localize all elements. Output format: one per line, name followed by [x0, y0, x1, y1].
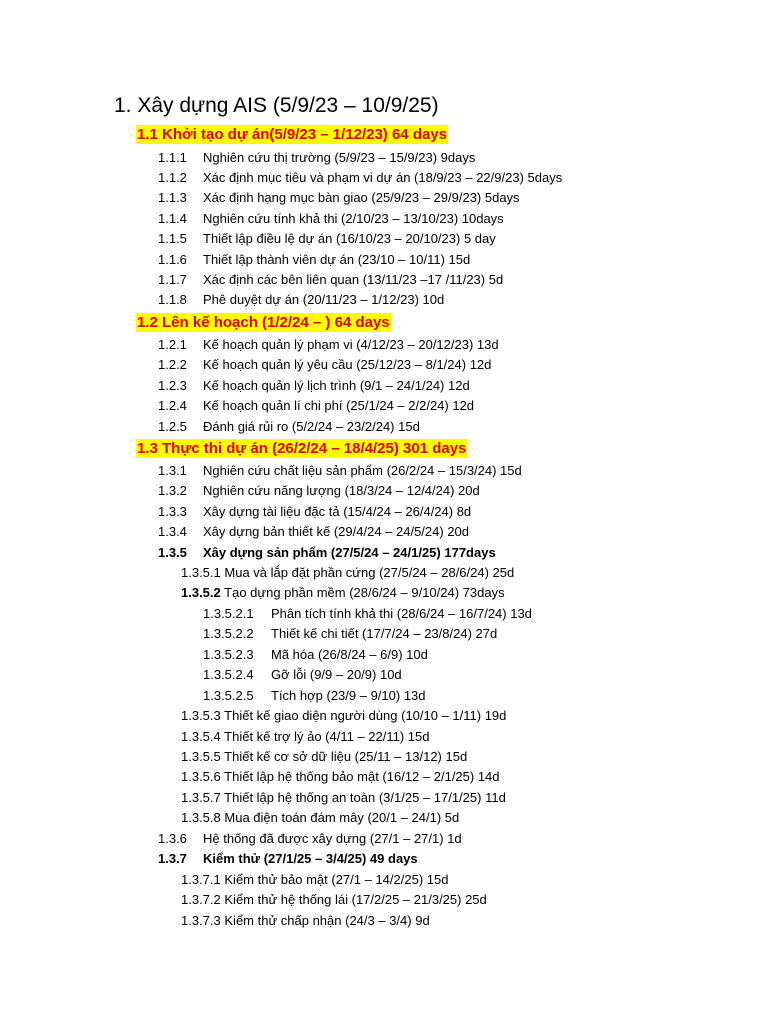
- list-item: [203, 687, 426, 704]
- item-number: 1.3.5.7: [181, 790, 221, 805]
- list-item: [181, 564, 514, 581]
- item-text: Kế hoạch quản lý yêu cầu (25/12/23 – 8/1/24) 12d: [203, 357, 492, 372]
- list-item: [158, 271, 503, 288]
- item-number: 1.3.5.2.3: [203, 647, 254, 662]
- item-text: Nghiên cứu chất liệu sản phẩm (26/2/24 – 15/3/24) 15d: [203, 463, 522, 478]
- list-item: [158, 189, 520, 206]
- item-number: 1.1.1: [158, 150, 187, 165]
- list-item: [158, 462, 522, 479]
- list-item: [181, 748, 467, 765]
- section-heading-1-1: 1.1 Khởi tạo dự án(5/9/23 – 1/12/23) 64 days: [137, 126, 448, 143]
- item-text: Kiểm thử bảo mật (27/1 – 14/2/25) 15d: [224, 872, 449, 887]
- item-number: 1.3.3: [158, 504, 187, 519]
- list-item: [181, 707, 506, 724]
- list-item: [158, 149, 475, 166]
- list-item: [158, 523, 469, 540]
- item-text: Kế hoạch quản lí chi phí (25/1/24 – 2/2/24) 12d: [203, 398, 475, 413]
- item-text: Kế hoạch quản lý phạm vi (4/12/23 – 20/12/23) 13d: [203, 337, 499, 352]
- item-number: 1.1.6: [158, 252, 187, 267]
- item-text: Nghiên cứu thị trường (5/9/23 – 15/9/23) 9days: [203, 150, 476, 165]
- list-item: [158, 336, 499, 353]
- list-item: [181, 789, 506, 806]
- item-number: 1.3.5.4: [181, 729, 221, 744]
- item-number: 1.2.5: [158, 419, 187, 434]
- item-text: Mua và lắp đặt phần cứng (27/5/24 – 28/6/24) 25d: [224, 565, 515, 580]
- list-item: [158, 830, 462, 847]
- item-number: 1.3.1: [158, 463, 187, 478]
- list-item: [181, 891, 487, 908]
- list-item: [158, 356, 491, 373]
- item-number: 1.2.4: [158, 398, 187, 413]
- item-number: 1.3.7: [158, 851, 187, 866]
- list-item: [181, 728, 429, 745]
- item-text: Xây dựng bản thiết kế (29/4/24 – 24/5/24) 20d: [203, 524, 470, 539]
- list-item: [158, 210, 504, 227]
- item-text: Kiểm thử (27/1/25 – 3/4/25) 49 days: [203, 851, 418, 866]
- list-item: [158, 503, 471, 520]
- item-text: Nghiên cứu năng lượng (18/3/24 – 12/4/24) 20d: [203, 483, 480, 498]
- list-item: [203, 666, 402, 683]
- item-number: 1.3.4: [158, 524, 187, 539]
- item-text: Kiểm thử hệ thống lái (17/2/25 – 21/3/25) 25d: [224, 892, 487, 907]
- item-number: 1.1.2: [158, 170, 187, 185]
- item-text: Thiết lập hệ thống an toàn (3/1/25 – 17/1/25) 11d: [224, 790, 506, 805]
- item-text: Xác định mục tiêu và phạm vi dự án (18/9/23 – 22/9/23) 5days: [203, 170, 563, 185]
- item-number: 1.3.5.2.2: [203, 626, 254, 641]
- list-item: [158, 544, 496, 561]
- item-text: Đánh giá rủi ro (5/2/24 – 23/2/24) 15d: [203, 419, 420, 434]
- list-item: [158, 482, 480, 499]
- item-text: Thiết kế cơ sở dữ liệu (25/11 – 13/12) 15d: [224, 749, 468, 764]
- list-item: [181, 809, 459, 826]
- item-text: Xây dựng tài liệu đặc tả (15/4/24 – 26/4/24) 8d: [203, 504, 472, 519]
- item-number: 1.3.5.2: [181, 585, 221, 600]
- item-number: 1.2.2: [158, 357, 187, 372]
- item-number: 1.3.5.8: [181, 810, 221, 825]
- item-number: 1.3.5: [158, 545, 187, 560]
- item-number: 1.3.7.2: [181, 892, 221, 907]
- item-text: Thiết lập thành viên dự án (23/10 – 10/11) 15d: [203, 252, 471, 267]
- item-text: Hệ thống đã được xây dựng (27/1 – 27/1) 1d: [203, 831, 462, 846]
- main-heading: 1. Xây dựng AIS (5/9/23 – 10/9/25): [114, 94, 439, 117]
- item-number: 1.3.5.3: [181, 708, 221, 723]
- section-heading-1-3: 1.3 Thực thi dự án (26/2/24 – 18/4/25) 301 days: [137, 440, 467, 457]
- item-text: Xây dựng sản phẩm (27/5/24 – 24/1/25) 177days: [203, 545, 496, 560]
- item-number: 1.3.2: [158, 483, 187, 498]
- item-text: Thiết kế chi tiết (17/7/24 – 23/8/24) 27d: [271, 626, 498, 641]
- item-text: Thiết kế trợ lý ảo (4/11 – 22/11) 15d: [224, 729, 430, 744]
- section-heading-1-2: 1.2 Lên kế hoạch (1/2/24 – ) 64 days: [137, 314, 390, 331]
- item-number: 1.1.7: [158, 272, 187, 287]
- item-number: 1.3.6: [158, 831, 187, 846]
- list-item: [181, 912, 430, 929]
- list-item: [181, 871, 448, 888]
- list-item: [158, 230, 496, 247]
- list-item: [203, 646, 428, 663]
- item-number: 1.2.1: [158, 337, 187, 352]
- item-text: Thiết kế giao diện người dùng (10/10 – 1/11) 19d: [224, 708, 507, 723]
- item-text: Xác định các bên liên quan (13/11/23 –17 /11/23) 5d: [203, 272, 504, 287]
- item-number: 1.3.5.2.4: [203, 667, 254, 682]
- list-item: [158, 850, 418, 867]
- item-text: Tạo dựng phần mềm (28/6/24 – 9/10/24) 73days: [224, 585, 505, 600]
- item-number: 1.3.5.2.5: [203, 688, 254, 703]
- list-item: [203, 605, 532, 622]
- item-number: 1.3.5.6: [181, 769, 221, 784]
- item-text: Tích hợp (23/9 – 9/10) 13d: [271, 688, 426, 703]
- list-item: [203, 625, 497, 642]
- list-item: [181, 584, 505, 601]
- list-item: [158, 377, 470, 394]
- item-number: 1.1.3: [158, 190, 187, 205]
- item-text: Mã hóa (26/8/24 – 6/9) 10d: [271, 647, 428, 662]
- list-item: [158, 418, 420, 435]
- item-text: Thiết lập hệ thống bảo mật (16/12 – 2/1/25) 14d: [224, 769, 500, 784]
- item-number: 1.1.4: [158, 211, 187, 226]
- item-text: Thiết lập điều lệ dự án (16/10/23 – 20/10/23) 5 day: [203, 231, 496, 246]
- item-text: Kiểm thử chấp nhận (24/3 – 3/4) 9d: [224, 913, 430, 928]
- list-item: [158, 397, 474, 414]
- item-number: 1.3.7.1: [181, 872, 221, 887]
- list-item: [158, 169, 562, 186]
- item-number: 1.1.5: [158, 231, 187, 246]
- item-number: 1.3.5.5: [181, 749, 221, 764]
- list-item: [181, 768, 500, 785]
- item-number: 1.1.8: [158, 292, 187, 307]
- list-item: [158, 291, 444, 308]
- item-text: Phân tích tính khả thi (28/6/24 – 16/7/24) 13d: [271, 606, 532, 621]
- item-text: Gỡ lỗi (9/9 – 20/9) 10d: [271, 667, 402, 682]
- list-item: [158, 251, 470, 268]
- item-text: Kế hoạch quản lý lịch trình (9/1 – 24/1/24) 12d: [203, 378, 470, 393]
- item-text: Xác định hạng mục bàn giao (25/9/23 – 29/9/23) 5days: [203, 190, 520, 205]
- item-text: Phê duyệt dự án (20/11/23 – 1/12/23) 10d: [203, 292, 445, 307]
- item-number: 1.3.5.1: [181, 565, 221, 580]
- item-number: 1.3.7.3: [181, 913, 221, 928]
- item-text: Mua điện toán đám mây (20/1 – 24/1) 5d: [224, 810, 460, 825]
- item-number: 1.3.5.2.1: [203, 606, 254, 621]
- item-text: Nghiên cứu tính khả thi (2/10/23 – 13/10/23) 10days: [203, 211, 504, 226]
- item-number: 1.2.3: [158, 378, 187, 393]
